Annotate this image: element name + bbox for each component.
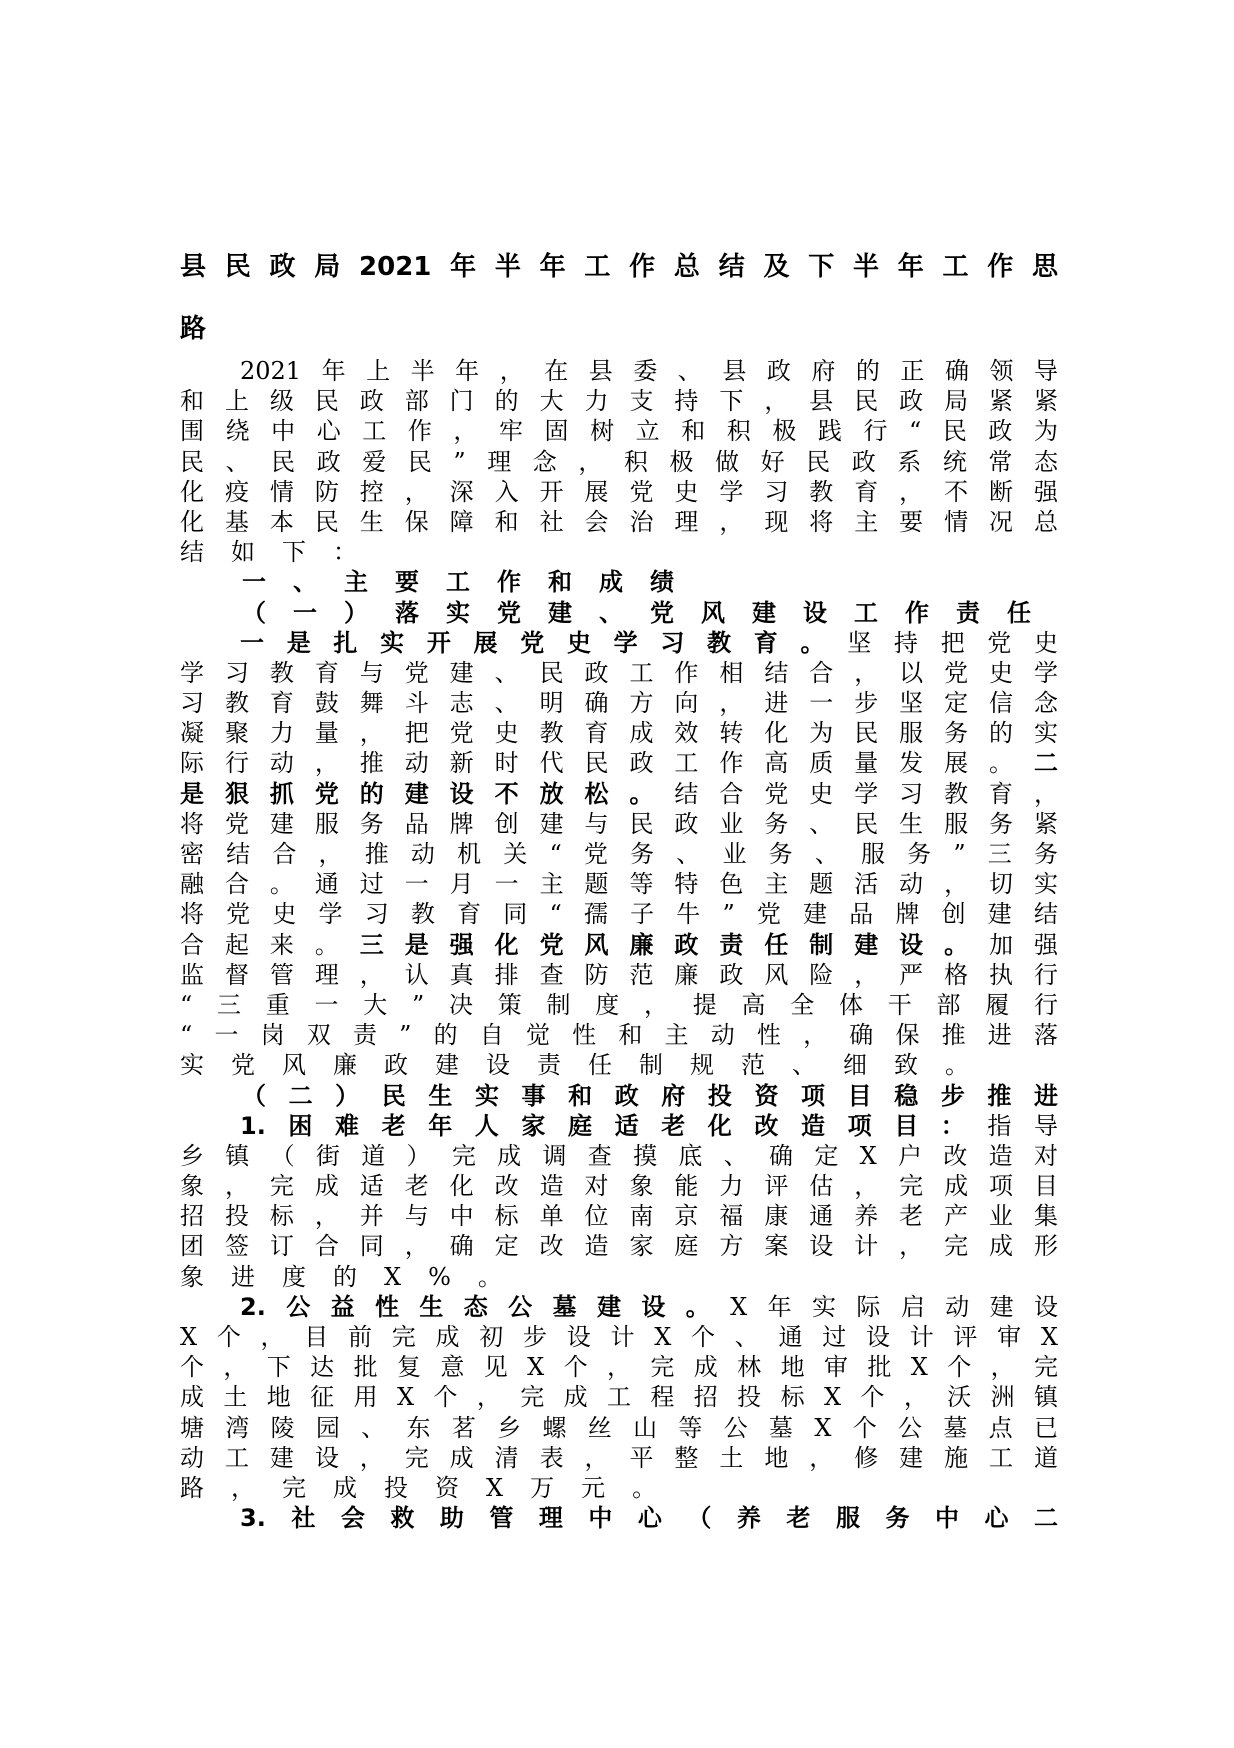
text-line: [180, 1413, 1058, 1443]
text-line: [180, 688, 1058, 718]
text-run: 民、民政爱民”理念，积极做好民政系统常态: [180, 447, 1058, 476]
text-line: [180, 960, 1058, 990]
text-run: 指导: [987, 1111, 1058, 1140]
bold-text-run: 2.公益性生态公墓建设。: [240, 1292, 731, 1321]
text-run: 2021年上半年，在县委、县政府的正确领导: [240, 357, 1058, 385]
text-run: 加强: [989, 930, 1059, 959]
text-run: “三重一大”决策制度，提高全体干部履行: [180, 990, 1058, 1019]
bold-text-run: 一、主要工作和成绩: [242, 568, 701, 597]
text-run: 化基本民生保障和社会治理，现将主要情况总: [180, 507, 1058, 536]
text-run: X个，目前完成初步设计X个、通过设计评审X: [180, 1323, 1058, 1351]
text-line: [180, 718, 1058, 748]
text-run: 和上级民政部门的大力支持下，县民政局紧紧: [180, 387, 1058, 416]
text-line: [180, 507, 1058, 537]
text-line: [180, 628, 1058, 658]
text-run: 凝聚力量，把党史教育成效转化为民服务的实: [180, 719, 1058, 748]
text-run: 成土地征用X个，完成工程招投标X个，沃洲镇: [180, 1383, 1058, 1412]
text-run: 乡镇（街道）完成调查摸底、确定X户改造对: [180, 1141, 1058, 1170]
text-line: [180, 1352, 1058, 1382]
text-line: [180, 1111, 1058, 1141]
text-line: [180, 477, 1058, 507]
text-run: 监督管理，认真排查防范廉政风险，严格执行: [180, 960, 1058, 989]
bold-text-run: 1.困难老年人家庭适老化改造项目：: [240, 1111, 988, 1140]
text-line: [180, 1322, 1058, 1352]
text-run: 路，完成投资X万元。: [180, 1473, 684, 1502]
text-run: X年实际启动建设: [730, 1292, 1058, 1321]
text-line: [180, 899, 1058, 929]
text-run: 习教育鼓舞斗志、明确方向，进一步坚定信念: [180, 689, 1058, 718]
text-run: 象进度的X%。: [180, 1262, 529, 1291]
text-run: 密结合，推动机关“党务、业务、服务”三务: [180, 840, 1058, 868]
document-page: [180, 250, 1058, 1533]
document-body: [180, 356, 1058, 1533]
text-run: 合起来。: [180, 930, 360, 959]
text-run: 团签订合同，确定改造家庭方案设计，完成形: [180, 1232, 1058, 1261]
text-line: [180, 1141, 1058, 1171]
text-line: [180, 386, 1058, 416]
text-line: [180, 1171, 1058, 1201]
text-run: 融合。通过一月一主题等特色主题活动，切实: [180, 870, 1058, 899]
text-run: 招投标，并与中标单位南京福康通养老产业集: [180, 1202, 1058, 1231]
text-run: 象，完成适老化改造对象能力评估，完成项目: [180, 1172, 1058, 1201]
text-line: [180, 658, 1058, 688]
text-run: 将党建服务品牌创建与民政业务、民生服务紧: [180, 809, 1058, 838]
text-line: [180, 356, 1058, 386]
text-line: [180, 1292, 1058, 1322]
text-run: 化疫情防控，深入开展党史学习教育，不断强: [180, 477, 1058, 506]
text-line: [180, 779, 1058, 809]
text-run: 际行动，推动新时代民政工作高质量发展。: [180, 749, 1034, 778]
document-title-line-1: 县民政局2021年半年工作总结及下半年工作思: [180, 252, 1058, 282]
text-line: [180, 1020, 1058, 1050]
text-run: 围绕中心工作，牢固树立和积极践行“民政为: [180, 417, 1058, 446]
text-line: [180, 869, 1058, 899]
text-line: [180, 1382, 1058, 1412]
text-line: [180, 1201, 1058, 1231]
text-run: 学习教育与党建、民政工作相结合，以党史学: [180, 658, 1058, 687]
text-run: 坚持把党史: [847, 628, 1059, 657]
text-run: “一岗双责”的自觉性和主动性，确保推进落: [180, 1021, 1058, 1050]
bold-text-run: 是狠抓党的建设不放松。: [180, 779, 675, 808]
text-line: [180, 1050, 1058, 1080]
text-line: [180, 1473, 1058, 1503]
bold-text-run: （一）落实党建、党风建设工作责任: [242, 598, 1058, 627]
text-run: 结如下：: [180, 538, 384, 567]
text-line: [180, 990, 1058, 1020]
text-line: [180, 930, 1058, 960]
text-line: [180, 1081, 1058, 1111]
text-line: [180, 1231, 1058, 1261]
text-run: 将党史学习教育同“孺子牛”党建品牌创建结: [180, 900, 1058, 929]
text-line: [180, 809, 1058, 839]
text-line: [180, 1443, 1058, 1473]
text-line: [180, 598, 1058, 628]
text-line: [180, 1503, 1058, 1533]
text-run: 塘湾陵园、东茗乡螺丝山等公墓X个公墓点已: [180, 1413, 1058, 1442]
text-line: [180, 1262, 1058, 1292]
bold-text-run: 二: [1034, 749, 1058, 778]
text-line: [180, 748, 1058, 778]
document-title-line-2: 路: [180, 314, 207, 344]
bold-text-run: 三是强化党风廉政责任制建设。: [359, 930, 990, 959]
text-run: 个，下达批复意见X个，完成林地审批X个，完: [180, 1353, 1058, 1382]
bold-text-run: 一是扎实开展党史学习教育。: [240, 628, 848, 657]
bold-text-run: 3.社会救助管理中心（养老服务中心二: [240, 1504, 1058, 1533]
text-line: [180, 447, 1058, 477]
bold-text-run: （二）民生实事和政府投资项目稳步推进: [242, 1081, 1058, 1110]
text-run: 动工建设，完成清表，平整土地，修建施工道: [180, 1443, 1058, 1472]
text-run: 结合党史学习教育，: [674, 779, 1059, 808]
text-line: [180, 567, 1058, 597]
text-line: [180, 537, 1058, 567]
text-line: [180, 416, 1058, 446]
text-line: [180, 839, 1058, 869]
text-run: 实党风廉政建设责任制规范、细致。: [180, 1051, 996, 1080]
